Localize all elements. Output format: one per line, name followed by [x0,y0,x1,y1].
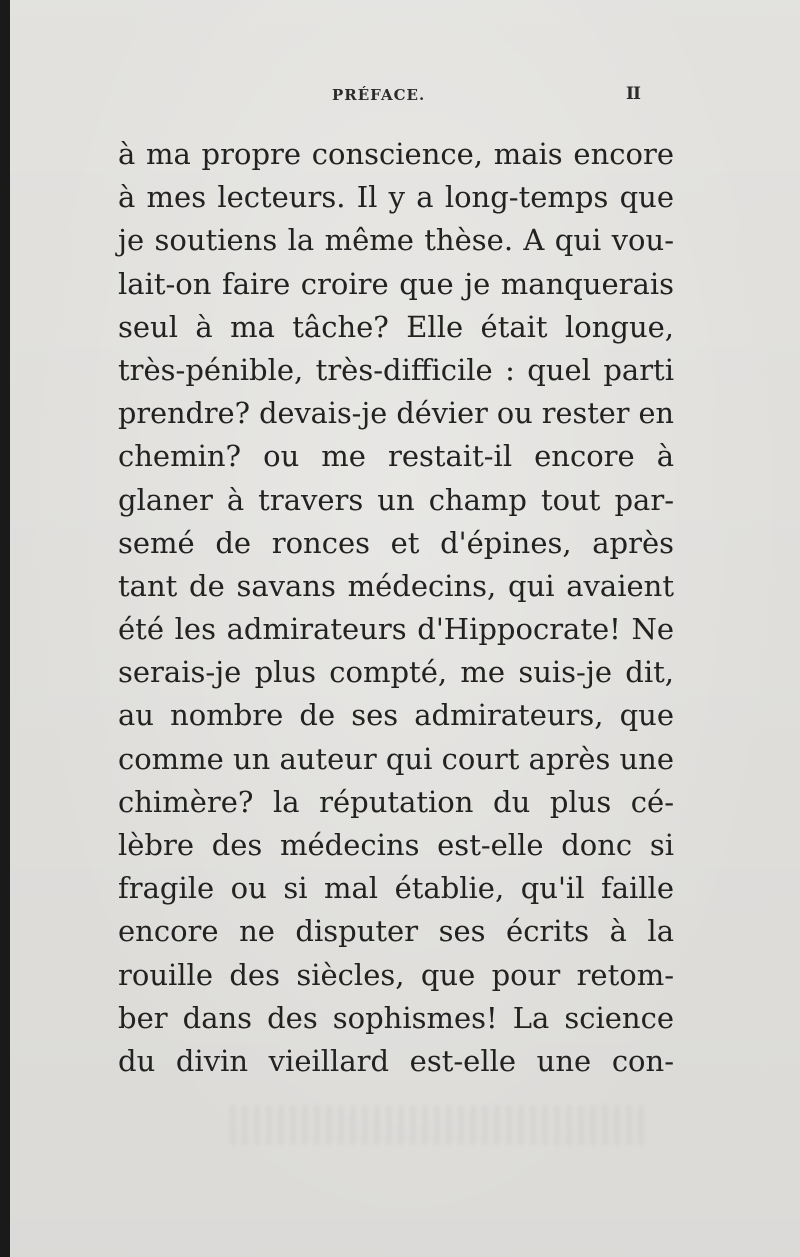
text-line-21: ber dans des sophismes! La science [118,1000,674,1035]
running-header [10,86,800,112]
text-line-10: semé de ronces et d'épines, après [118,525,674,560]
text-line-1: à ma propre conscience, mais encore [118,137,674,171]
book-page [10,0,800,1257]
text-line-5: seul à ma tâche? Elle était longue, [118,309,674,344]
text-line-11: tant de savans médecins, qui avaient [118,568,674,603]
text-line-19: encore ne disputer ses écrits à la [118,914,674,949]
text-line-18: fragile ou si mal établie, qu'il faille [118,871,674,906]
text-line-7: prendre? devais-je dévier ou rester en [118,396,675,431]
header-title: PRÉFACE. [332,86,426,104]
text-line-3: je soutiens la même thèse. A qui vou- [118,223,674,258]
text-line-17: lèbre des médecins est-elle donc si [118,828,674,862]
page-number: II [626,84,640,104]
text-line-2: à mes lecteurs. Il y a long-temps que [118,180,674,215]
text-line-8: chemin? ou me restait-il encore à [118,439,674,474]
text-line-20: rouille des siècles, que pour retom- [118,957,674,992]
text-line-13: serais-je plus compté, me suis-je dit, [118,655,674,690]
text-line-12: été les admirateurs d'Hippocrate! Ne [118,612,674,647]
text-line-6: très-pénible, très-difficile : quel parti [118,352,674,387]
text-line-4: lait-on faire croire que je manquerais [118,266,674,301]
text-line-15: comme un auteur qui court après une [118,741,674,776]
text-line-22: du divin vieillard est-elle une con- [118,1043,674,1078]
text-line-16: chimère? la réputation du plus cé- [118,784,674,819]
text-line-14: au nombre de ses admirateurs, que [118,698,674,733]
text-line-9: glaner à travers un champ tout par- [118,482,674,517]
body-text [118,133,674,1083]
